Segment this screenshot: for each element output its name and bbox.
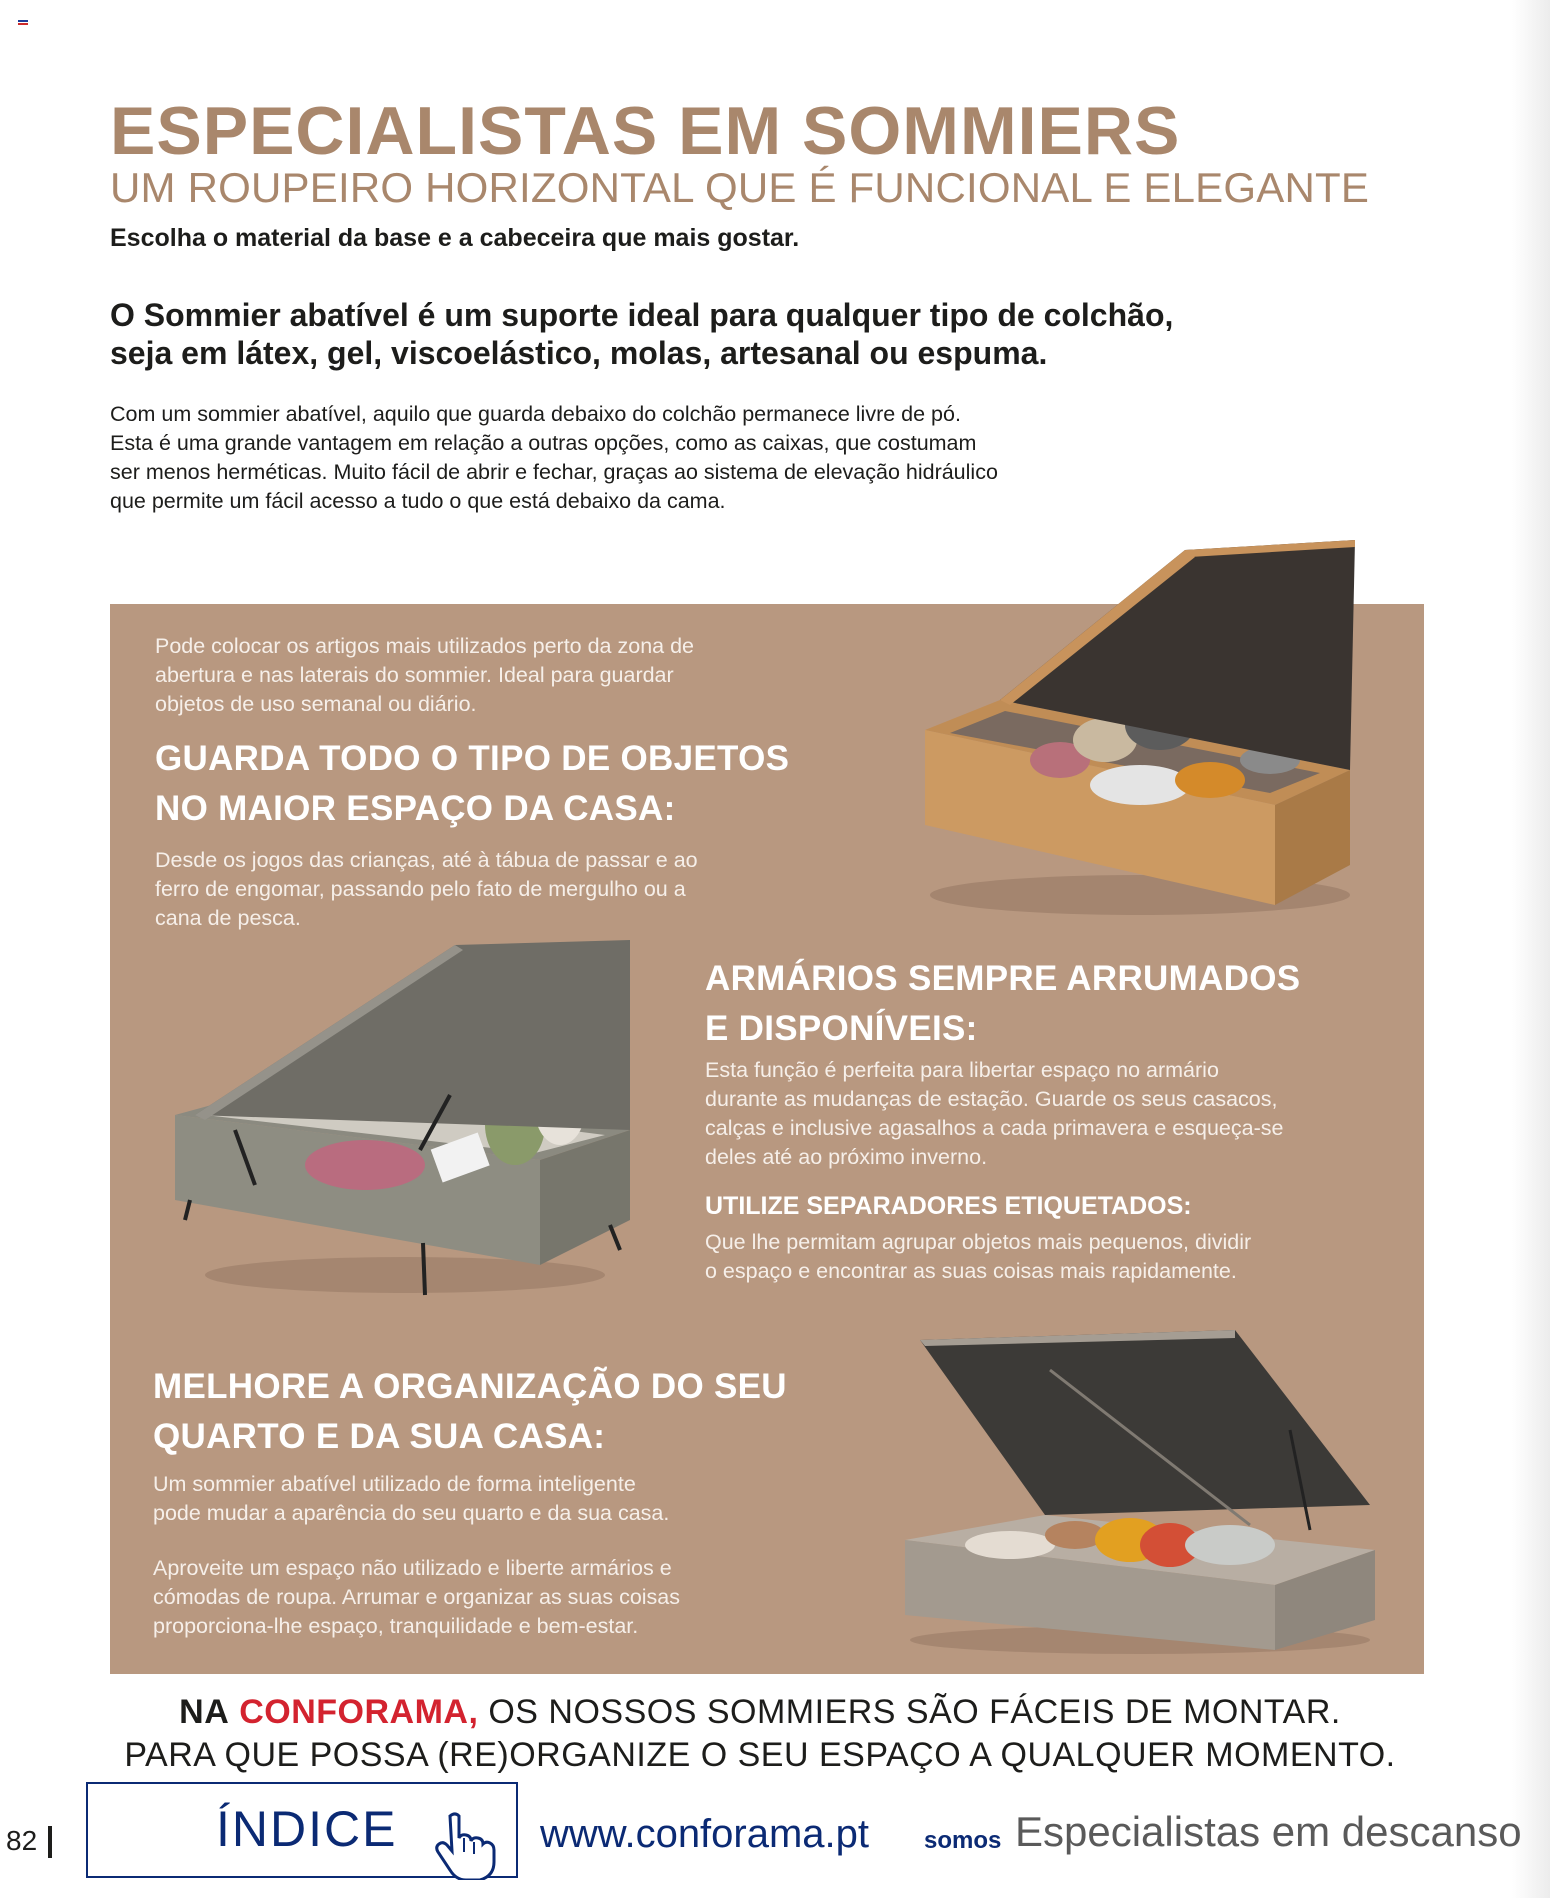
panel-heading-line: MELHORE A ORGANIZAÇÃO DO SEU: [153, 1367, 787, 1406]
panel-text-block: [153, 1470, 669, 1528]
intro-lead-line: seja em látex, gel, viscoelástico, molas, artesanal ou espuma.: [110, 335, 1048, 371]
page-edge-shadow: [1512, 0, 1550, 1898]
panel-text-line: ferro de engomar, passando pelo fato de mergulho ou a: [155, 877, 686, 901]
panel-heading: [153, 1362, 787, 1462]
intro-body: [110, 400, 1110, 516]
panel-heading-line: E DISPONÍVEIS:: [705, 1009, 978, 1048]
intro-lead-line: O Sommier abatível é um suporte ideal para qualquer tipo de colchão,: [110, 297, 1174, 333]
index-button-label: ÍNDICE: [216, 1801, 398, 1857]
panel-heading-line: GUARDA TODO O TIPO DE OBJETOS: [155, 739, 790, 778]
panel-text-line: cana de pesca.: [155, 906, 301, 930]
website-link[interactable]: www.conforama.pt: [540, 1812, 870, 1856]
brand-name: CONFORAMA,: [239, 1693, 479, 1731]
intro-body-line: que permite um fácil acesso a tudo o que está debaixo da cama.: [110, 489, 726, 513]
panel-text-line: objetos de uso semanal ou diário.: [155, 692, 477, 716]
closing-line-1: [0, 1693, 1520, 1732]
panel-subheading: UTILIZE SEPARADORES ETIQUETADOS:: [705, 1192, 1192, 1220]
intro-lead: [110, 296, 1310, 372]
panel-text-block: [155, 846, 698, 933]
panel-heading-line: QUARTO E DA SUA CASA:: [153, 1417, 606, 1456]
panel-heading: [155, 734, 789, 834]
gray-sommier-image: [165, 935, 645, 1315]
panel-heading: [705, 954, 1300, 1054]
panel-text-line: Esta função é perfeita para libertar espaço no armário: [705, 1058, 1219, 1082]
closing-line-2: PARA QUE POSSA (RE)ORGANIZE O SEU ESPAÇO A QUALQUER MOMENTO.: [124, 1736, 1396, 1774]
panel-text-line: Aproveite um espaço não utilizado e liberte armários e: [153, 1556, 672, 1580]
panel-heading-line: NO MAIOR ESPAÇO DA CASA:: [155, 789, 676, 828]
somos-label: somos: [924, 1827, 1002, 1854]
taupe-sommier-image: [900, 1330, 1385, 1660]
panel-text-line: Um sommier abatível utilizado de forma inteligente: [153, 1472, 636, 1496]
panel-text-line: pode mudar a aparência do seu quarto e da sua casa.: [153, 1501, 670, 1525]
panel-text-line: proporciona-lhe espaço, tranquilidade e bem-estar.: [153, 1614, 639, 1638]
tagline: Escolha o material da base e a cabeceira que mais gostar.: [110, 224, 800, 252]
panel-text-line: Que lhe permitam agrupar objetos mais pequenos, dividir: [705, 1230, 1252, 1254]
panel-text-line: abertura e nas laterais do sommier. Ideal para guardar: [155, 663, 674, 687]
panel-text-line: Desde os jogos das crianças, até à tábua de passar e ao: [155, 848, 698, 872]
closing-na: NA: [179, 1693, 230, 1731]
panel-text-line: durante as mudanças de estação. Guarde os seus casacos,: [705, 1087, 1278, 1111]
pointing-hand-icon: [428, 1810, 498, 1880]
page-number: 82: [6, 1825, 38, 1856]
panel-heading-line: ARMÁRIOS SEMPRE ARRUMADOS: [705, 959, 1301, 998]
intro-body-line: Esta é uma grande vantagem em relação a outras opções, como as caixas, que costumam: [110, 431, 977, 455]
flag-icon: [18, 20, 28, 27]
panel-text-block: [705, 1056, 1283, 1172]
panel-text-line: o espaço e encontrar as suas coisas mais rapidamente.: [705, 1259, 1237, 1283]
intro-body-line: ser menos herméticas. Muito fácil de abrir e fechar, graças ao sistema de elevação hidráulico: [110, 460, 998, 484]
closing-line-1-text: OS NOSSOS SOMMIERS SÃO FÁCEIS DE MONTAR.: [478, 1693, 1341, 1731]
panel-text-line: calças e inclusive agasalhos a cada primavera e esqueça-se: [705, 1116, 1284, 1140]
panel-text-line: Pode colocar os artigos mais utilizados perto da zona de: [155, 634, 695, 658]
page-title: ESPECIALISTAS EM SOMMIERS: [110, 93, 1181, 169]
slogan: Especialistas em descanso: [1015, 1808, 1522, 1855]
page-subtitle: UM ROUPEIRO HORIZONTAL QUE É FUNCIONAL E ELEGANTE: [110, 164, 1370, 211]
panel-text-block: [155, 632, 694, 719]
panel-text-line: cómodas de roupa. Arrumar e organizar as suas coisas: [153, 1585, 681, 1609]
panel-text-line: deles até ao próximo inverno.: [705, 1145, 988, 1169]
wooden-sommier-image: [890, 535, 1380, 925]
intro-body-line: Com um sommier abatível, aquilo que guarda debaixo do colchão permanece livre de pó.: [110, 402, 961, 426]
page-divider: [48, 1826, 52, 1858]
index-button[interactable]: [86, 1782, 518, 1878]
panel-text-block: [153, 1554, 680, 1641]
panel-text-block: [705, 1228, 1251, 1286]
